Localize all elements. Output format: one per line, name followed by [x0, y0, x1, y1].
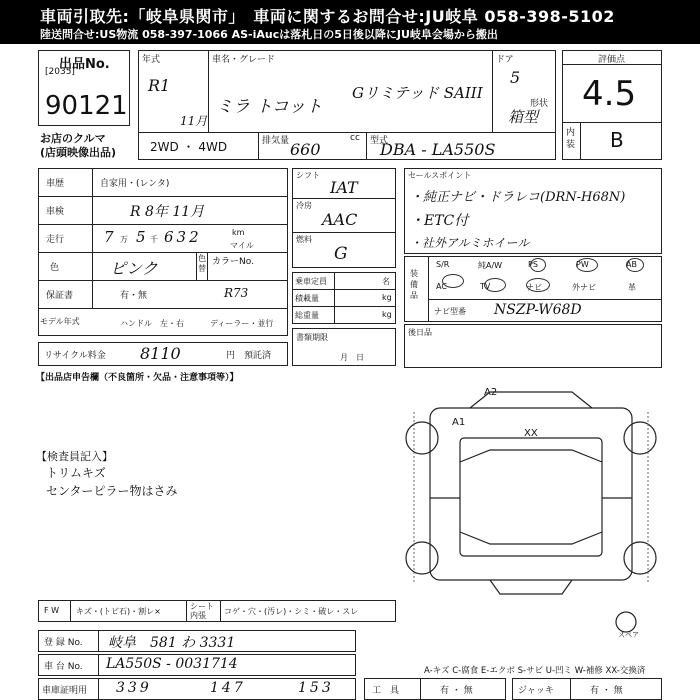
- dealer-label: ディーラー・並行: [210, 319, 274, 328]
- handle-label: ハンドル 左・右: [120, 319, 184, 328]
- reg-no-label: 登 録 No.: [44, 638, 83, 648]
- mileage-man-value: 7: [104, 228, 114, 246]
- sales-point-1: ・純正ナビ・ドラレコ(DRN-H68N): [410, 190, 626, 205]
- header-bar: [0, 0, 700, 44]
- shop-line1: お店のクルマ: [40, 132, 106, 145]
- lot-number: 90121: [45, 91, 128, 121]
- displacement-label: 排気量: [262, 136, 290, 146]
- front-right-wheel: [624, 422, 656, 454]
- lot-sub: [2035]: [45, 67, 75, 77]
- pw-circle-icon: [576, 258, 598, 272]
- equip-ac: AC: [436, 282, 447, 291]
- capacity-unit: 名: [382, 277, 390, 286]
- mark-xx: XX: [524, 428, 538, 439]
- displacement-value: 660: [290, 140, 321, 159]
- color-no-label: カラーNo.: [212, 257, 254, 267]
- reg-no-value: 岐阜 581 わ 3331: [108, 635, 236, 651]
- rear-bumper: [490, 580, 572, 594]
- header-line1: 車両引取先:「岐阜県関市」 車両に関するお問合せ:JU岐阜 058-398-5102: [40, 7, 615, 26]
- shaken-label: 車検: [46, 207, 65, 217]
- inspector-note-2: センターピラー物はさみ: [46, 484, 178, 498]
- grade-value: Gリミテッド SAIII: [352, 84, 483, 102]
- seat-label: シート 内張: [190, 602, 214, 620]
- recycle-value: 8110: [140, 344, 181, 363]
- jack-label: ジャッキ: [518, 686, 554, 696]
- doc-deadline-month: 月 日: [340, 353, 364, 362]
- rear-left-wheel: [406, 542, 438, 574]
- doors-label: ドア: [496, 55, 514, 65]
- damage-legend: A-キズ C-腐食 E-エクボ S-サビ U-凹ミ W-補修 XX-交換済: [424, 666, 646, 676]
- shape-label: 形状: [530, 99, 549, 109]
- doc-deadline-label: 書類期限: [296, 333, 328, 342]
- interior-value: B: [610, 128, 624, 152]
- equip-tv: TV: [480, 282, 491, 291]
- history-label: 車歴: [46, 179, 65, 189]
- recycle-label: リサイクル料金: [44, 351, 106, 361]
- warranty-options: 有・無: [120, 291, 148, 301]
- color-no-value: R73: [224, 286, 249, 300]
- history-options: 自家用・(レンタ): [100, 179, 170, 189]
- ab-circle-icon: [626, 258, 644, 272]
- header-line2: 陸送問合せ:US物流 058-397-1066 AS-iAucは落札日の5日後以降にJU岐阜会場から搬出: [40, 28, 498, 41]
- jack-options: 有 ・ 無: [590, 686, 623, 696]
- sales-point-label: セールスポイント: [408, 171, 472, 180]
- mile-unit: マイル: [230, 241, 254, 250]
- model-type-label: 型式: [370, 136, 389, 146]
- scratch-list: キズ・(トビ石)・割レ×: [76, 607, 161, 616]
- recycle-unit: 円 預託済: [226, 351, 272, 361]
- shaken-value: R 8年 11月: [130, 204, 205, 220]
- shift-label: シフト: [296, 171, 320, 180]
- fw-label: F W: [44, 606, 60, 615]
- navi-circle-icon: [526, 278, 550, 292]
- tools-options: 有 ・ 無: [440, 686, 473, 696]
- lot-label: 出品No.: [59, 57, 110, 72]
- mileage-sen-unit: 千: [150, 235, 158, 244]
- seat-list: コゲ・穴・(汚レ)・シミ・破レ・スレ: [224, 607, 359, 616]
- shift-value: IAT: [330, 178, 358, 197]
- chassis-no-label: 車 台 No.: [44, 662, 83, 672]
- model-type-value: DBA - LA550S: [380, 140, 496, 159]
- equipment-label: 装備品: [410, 269, 418, 300]
- model-year-label: モデル年式: [40, 317, 80, 326]
- color-value: ピンク: [110, 259, 158, 278]
- color-replaced-label: 色替: [198, 254, 206, 273]
- cert-value-1: 339: [116, 680, 152, 696]
- warranty-label: 保証書: [46, 291, 74, 301]
- mark-a2: A2: [484, 387, 498, 398]
- aircon-value: AAC: [322, 210, 358, 229]
- equip-aw: 純A/W: [478, 261, 503, 270]
- fuel-value: G: [334, 244, 348, 264]
- total-weight-unit: kg: [382, 310, 392, 319]
- year-label: 年式: [142, 55, 161, 65]
- mileage-sen-value: 5: [136, 228, 146, 246]
- load-unit: kg: [382, 293, 392, 302]
- ac-circle-icon: [442, 274, 464, 288]
- car-damage-diagram: [400, 382, 662, 638]
- mark-a1: A1: [452, 417, 466, 428]
- equip-pw: PW: [576, 260, 589, 269]
- year-value: R1: [148, 76, 171, 95]
- car-name-value: ミラ トコット: [216, 97, 323, 117]
- mileage-man-unit: 万: [120, 235, 128, 244]
- cc-label: cc: [350, 133, 360, 143]
- ps-circle-icon: [530, 258, 546, 272]
- doors-value: 5: [510, 68, 521, 87]
- front-left-wheel: [406, 422, 438, 454]
- car-name-label: 車名・グレード: [212, 55, 276, 65]
- km-unit: km: [232, 228, 245, 237]
- aircon-label: 冷房: [296, 201, 312, 210]
- equip-navi: ナビ: [526, 283, 542, 292]
- sales-point-3: ・社外アルミホイール: [410, 236, 530, 250]
- report-label: 【出品店申告欄（不良箇所・欠品・注意事項等）】: [36, 373, 239, 383]
- inspector-label: 【検査員記入】: [36, 450, 113, 463]
- mileage-label: 走行: [46, 235, 65, 245]
- fuel-label: 燃料: [296, 235, 312, 244]
- year-month-value: 11月: [180, 114, 208, 128]
- total-weight-label: 総重量: [295, 311, 319, 320]
- interior-label: 内装: [566, 128, 576, 150]
- lot-box: [38, 50, 130, 126]
- sales-point-2: ・ETC付: [410, 213, 469, 229]
- tv-circle-icon: [484, 278, 506, 292]
- cert-value-3: 153: [298, 680, 334, 696]
- post-equip-box: [404, 324, 662, 368]
- rear-right-wheel: [624, 542, 656, 574]
- load-label: 積載量: [295, 294, 319, 303]
- equip-leather: 革: [628, 283, 636, 292]
- equip-ps: PS: [528, 260, 538, 269]
- spare-label: スペア: [618, 631, 639, 639]
- equip-ab: AB: [626, 260, 637, 269]
- cert-value-2: 147: [210, 680, 246, 696]
- navi-type-label: ナビ型番: [434, 307, 466, 316]
- chassis-no-value: LA550S - 0031714: [106, 656, 238, 672]
- capacity-label: 乗車定員: [295, 277, 327, 286]
- inspector-note-1: トリムキズ: [46, 466, 106, 480]
- cert-no-label: 車庫証明用: [42, 686, 88, 696]
- drive-value: 2WD ・ 4WD: [150, 140, 228, 154]
- tools-label: 工 具: [372, 686, 400, 696]
- post-equip-label: 後日品: [408, 328, 432, 337]
- mileage-rest-value: 632: [164, 228, 202, 246]
- color-label: 色: [50, 263, 60, 273]
- navi-type-value: NSZP-W68D: [494, 302, 582, 318]
- shape-value: 箱型: [508, 108, 539, 126]
- cabin-outline: [460, 438, 602, 556]
- equip-sr: S/R: [436, 260, 450, 269]
- equip-ext-navi: 外ナビ: [572, 283, 596, 292]
- score-label: 評価点: [598, 55, 626, 65]
- shop-line2: (店頭映像出品): [40, 146, 117, 159]
- score-value: 4.5: [582, 74, 637, 114]
- spare-tire: [616, 612, 636, 632]
